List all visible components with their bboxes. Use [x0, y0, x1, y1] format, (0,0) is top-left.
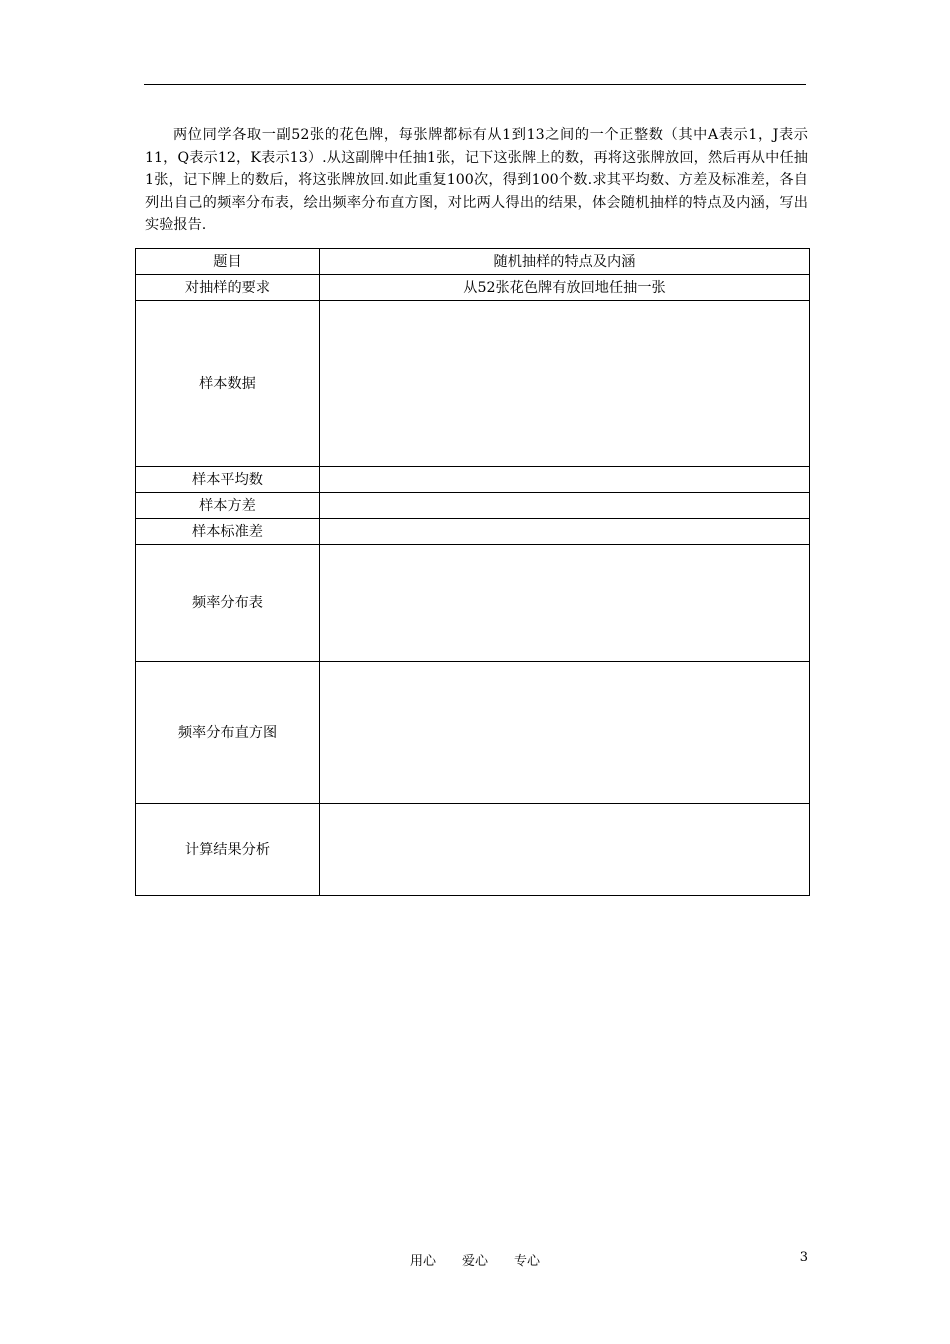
table-row [136, 519, 810, 545]
table-row [136, 275, 810, 301]
row-label: 频率分布直方图 [136, 662, 320, 804]
page-number: 3 [799, 1250, 808, 1265]
row-label: 频率分布表 [136, 545, 320, 662]
row-label: 样本标准差 [136, 519, 320, 545]
row-value [320, 519, 810, 545]
table-header-row [136, 249, 810, 275]
row-value [320, 493, 810, 519]
table-row [136, 545, 810, 662]
row-value [320, 301, 810, 467]
row-label: 对抽样的要求 [136, 275, 320, 301]
footer-motto: 用心 爱心 专心 [409, 1254, 540, 1269]
table-row [136, 804, 810, 896]
table-row [136, 493, 810, 519]
row-value [320, 804, 810, 896]
table-row [136, 662, 810, 804]
row-value [320, 662, 810, 804]
header-cell-topic: 题目 [136, 249, 320, 275]
report-table [135, 248, 810, 896]
row-value [320, 545, 810, 662]
row-label: 计算结果分析 [136, 804, 320, 896]
table-row [136, 301, 810, 467]
row-value [320, 467, 810, 493]
row-value: 从52张花色牌有放回地任抽一张 [320, 275, 810, 301]
row-label: 样本平均数 [136, 467, 320, 493]
header-rule [144, 84, 806, 85]
intro-paragraph: 两位同学各取一副52张的花色牌，每张牌都标有从1到13之间的一个正整数（其中A表示1，J表示11，Q表示12，K表示13）.从这副牌中任抽1张，记下这张牌上的数，再将这张牌放回，然后再从中任抽1张，记下牌上的数后，将这张牌放回.如此重复100次，得到100个数.求其平均数、方差及标准差，各自列出自己的频率分布表，绘出频率分布直方图，对比两人得出的结果，体会随机抽样的特点及内涵，写出实验报告. [145, 127, 808, 234]
table-row [136, 467, 810, 493]
row-label: 样本方差 [136, 493, 320, 519]
header-cell-feature: 随机抽样的特点及内涵 [320, 249, 810, 275]
row-label: 样本数据 [136, 301, 320, 467]
